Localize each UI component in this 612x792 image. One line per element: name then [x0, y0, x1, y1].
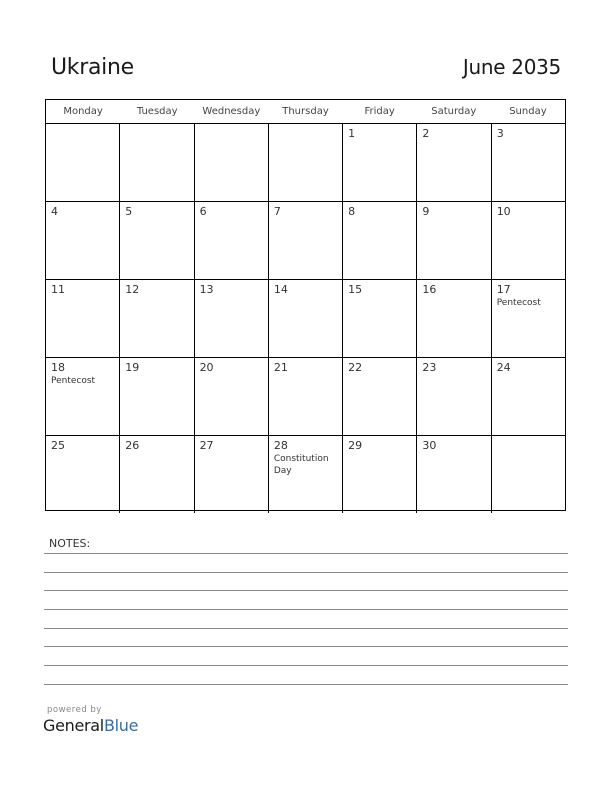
weekday-monday: Monday — [63, 106, 103, 117]
day-number: 26 — [125, 439, 140, 452]
week-row — [46, 436, 565, 513]
day-cell-5 — [120, 202, 194, 279]
note-line — [44, 553, 568, 554]
note-line — [44, 572, 568, 573]
day-number: 21 — [273, 361, 288, 374]
note-line — [44, 609, 568, 610]
day-cell-20 — [195, 358, 269, 435]
day-number: 4 — [51, 205, 58, 218]
day-cell-25 — [46, 436, 120, 513]
day-cell-16 — [417, 280, 491, 357]
day-number: 28 — [273, 439, 288, 452]
day-cell-30 — [417, 436, 491, 513]
day-cell-2 — [417, 124, 491, 201]
note-line — [44, 590, 568, 591]
brand-general: General — [43, 716, 104, 735]
day-number: 6 — [199, 205, 207, 218]
notes-label: NOTES: — [49, 537, 91, 550]
week-row — [46, 202, 565, 280]
holiday-label: Pentecost — [51, 376, 96, 386]
day-number: 17 — [496, 283, 511, 296]
day-cell-4 — [46, 202, 120, 279]
note-line — [44, 646, 568, 647]
day-cell-12 — [120, 280, 194, 357]
powered-by-text: powered by — [47, 705, 102, 715]
day-number: 15 — [348, 283, 363, 296]
holiday-label: Pentecost — [496, 298, 541, 308]
day-number: 5 — [125, 205, 133, 218]
day-cell-14 — [269, 280, 343, 357]
weekday-friday: Friday — [364, 106, 395, 117]
day-number: 13 — [199, 283, 214, 296]
note-line — [44, 665, 568, 666]
day-number: 19 — [125, 361, 140, 374]
day-cell-1 — [343, 124, 417, 201]
day-cell-empty — [46, 124, 120, 201]
day-number: 25 — [51, 439, 65, 452]
week-row — [46, 124, 565, 202]
day-cell-10 — [492, 202, 565, 279]
weekday-thursday: Thursday — [282, 106, 329, 117]
day-cell-26 — [120, 436, 194, 513]
day-number: 30 — [422, 439, 437, 452]
day-number: 3 — [496, 127, 504, 140]
week-row — [46, 280, 565, 358]
brand-blue: Blue — [103, 716, 139, 735]
day-number: 11 — [51, 283, 65, 296]
day-cell-24 — [492, 358, 565, 435]
day-number: 14 — [273, 283, 288, 296]
calendar-month-title: June 2035 — [462, 55, 561, 79]
day-cell-27 — [195, 436, 269, 513]
weekday-sunday: Sunday — [509, 106, 547, 117]
day-number: 10 — [496, 205, 511, 218]
day-number: 12 — [125, 283, 140, 296]
weeks-container — [46, 124, 565, 513]
week-row — [46, 358, 565, 436]
day-cell-empty — [269, 124, 343, 201]
day-cell-15 — [343, 280, 417, 357]
day-number: 8 — [348, 205, 356, 218]
day-cell-23 — [417, 358, 491, 435]
day-number: 24 — [496, 361, 511, 374]
generalblue-logo — [43, 716, 138, 735]
day-cell-18 — [46, 358, 120, 435]
day-number: 1 — [348, 127, 356, 140]
day-number: 18 — [51, 361, 65, 374]
day-number: 9 — [422, 205, 430, 218]
day-cell-empty — [120, 124, 194, 201]
day-number: 22 — [348, 361, 363, 374]
weekday-saturday: Saturday — [431, 106, 477, 117]
day-cell-9 — [417, 202, 491, 279]
calendar-country-title: Ukraine — [51, 55, 134, 80]
day-cell-6 — [195, 202, 269, 279]
day-cell-7 — [269, 202, 343, 279]
day-cell-11 — [46, 280, 120, 357]
day-number: 16 — [422, 283, 437, 296]
day-cell-29 — [343, 436, 417, 513]
day-cell-8 — [343, 202, 417, 279]
day-number: 7 — [273, 205, 281, 218]
day-cell-empty — [195, 124, 269, 201]
holiday-label: Constitution Day — [273, 454, 329, 476]
calendar-grid — [45, 99, 566, 511]
day-number: 27 — [199, 439, 214, 452]
day-cell-empty — [492, 436, 565, 513]
day-cell-28 — [269, 436, 343, 513]
day-cell-3 — [492, 124, 565, 201]
day-number: 23 — [422, 361, 437, 374]
day-cell-22 — [343, 358, 417, 435]
note-line — [44, 684, 568, 685]
day-number: 29 — [348, 439, 363, 452]
day-cell-13 — [195, 280, 269, 357]
note-line — [44, 628, 568, 629]
day-number: 20 — [199, 361, 214, 374]
weekday-header-row — [46, 100, 565, 124]
day-cell-19 — [120, 358, 194, 435]
weekday-tuesday: Tuesday — [136, 106, 178, 117]
weekday-wednesday: Wednesday — [202, 106, 261, 117]
day-cell-21 — [269, 358, 343, 435]
day-cell-17 — [492, 280, 565, 357]
day-number: 2 — [422, 127, 430, 140]
